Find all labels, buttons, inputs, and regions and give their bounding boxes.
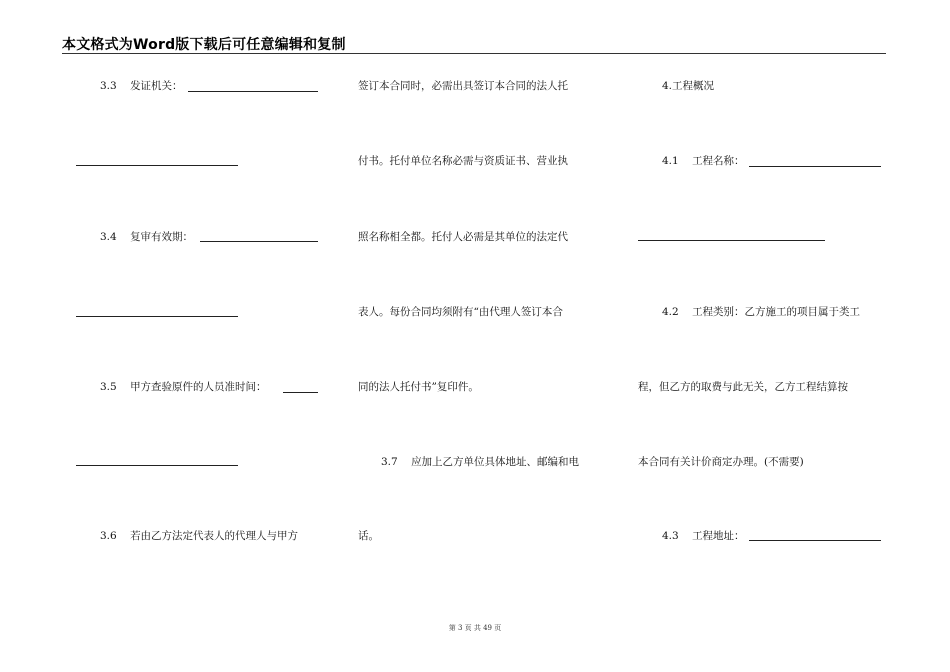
body-text-line: 本合同有关计价商定办理。(不需要)	[638, 456, 804, 468]
item-3-3	[100, 79, 183, 93]
fill-in-blank[interactable]	[76, 316, 238, 317]
item-label: 发证机关：	[130, 80, 183, 92]
page-header-title: 本文格式为Word版下载后可任意编辑和复制	[62, 37, 346, 53]
item-label: 应加上乙方单位具体地址、邮编和电	[411, 456, 580, 468]
fill-in-blank[interactable]	[749, 166, 881, 167]
item-4-1	[662, 154, 745, 168]
section-heading: 4.工程概况	[662, 80, 715, 92]
item-3-5	[100, 380, 267, 394]
body-text-line: 程，但乙方的取费与此无关，乙方工程结算按	[638, 381, 848, 393]
fill-in-blank[interactable]	[638, 240, 825, 241]
header-divider	[62, 53, 886, 54]
item-3-7	[381, 455, 579, 469]
body-text-line: 签订本合同时，必需出具签订本合同的法人托	[358, 80, 568, 92]
fill-in-blank[interactable]	[188, 91, 318, 92]
item-number: 3.4	[100, 231, 117, 243]
body-text-line: 照名称相全都。托付人必需是其单位的法定代	[358, 231, 568, 243]
body-text-line: 表人。每份合同均须附有“由代理人签订本合	[358, 306, 563, 318]
item-number: 3.6	[100, 530, 117, 542]
page-number: 第 3 页 共 49 页	[448, 624, 502, 632]
item-3-4	[100, 230, 193, 244]
item-label: 工程名称：	[692, 155, 745, 167]
item-number: 4.1	[662, 155, 679, 167]
item-4-3	[662, 529, 745, 543]
item-4-2	[662, 305, 860, 319]
body-text-line: 同的法人托付书”复印件。	[358, 381, 479, 393]
fill-in-blank[interactable]	[200, 241, 318, 242]
fill-in-blank[interactable]	[749, 540, 881, 541]
item-number: 3.5	[100, 381, 117, 393]
item-label: 甲方查验原件的人员准时间：	[130, 381, 267, 393]
item-label: 工程地址：	[692, 530, 745, 542]
item-number: 4.3	[662, 530, 679, 542]
fill-in-blank[interactable]	[76, 165, 238, 166]
item-number: 3.3	[100, 80, 117, 92]
body-text-line: 付书。托付单位名称必需与资质证书、营业执	[358, 155, 568, 167]
item-number: 4.2	[662, 306, 679, 318]
item-label: 工程类别：乙方施工的项目属于类工	[692, 306, 861, 318]
item-label: 若由乙方法定代表人的代理人与甲方	[130, 530, 299, 542]
body-text-line: 话。	[358, 530, 379, 542]
fill-in-blank[interactable]	[76, 465, 238, 466]
item-3-6	[100, 529, 298, 543]
fill-in-blank[interactable]	[283, 392, 318, 393]
item-label: 复审有效期：	[130, 231, 194, 243]
item-number: 3.7	[381, 456, 398, 468]
